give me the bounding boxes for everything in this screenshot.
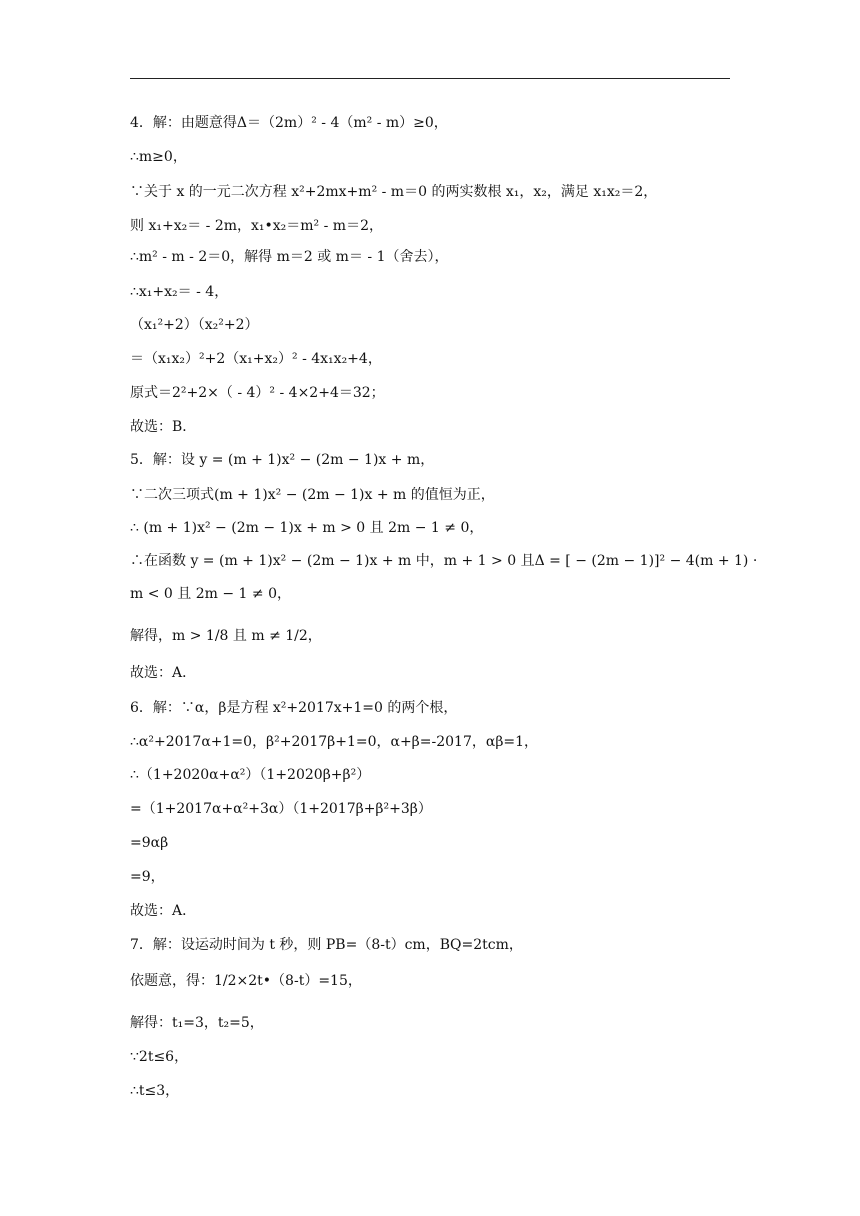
solution-line: 7．解：设运动时间为 t 秒，则 PB=（8-t）cm，BQ=2tcm， — [130, 937, 523, 953]
solution-line: 原式＝2²+2×（ - 4）² - 4×2+4＝32； — [130, 385, 385, 401]
solution-line: 4．解：由题意得Δ＝（2m）² - 4（m² - m）≥0， — [130, 115, 448, 131]
solution-line: ∴ (m + 1)x² − (2m − 1)x + m > 0 且 2m − 1 ≠ 0， — [130, 520, 484, 536]
solution-line: 故选：B． — [130, 419, 197, 435]
solution-line: 6．解：∵α，β是方程 x²+2017x+1=0 的两个根， — [130, 700, 458, 716]
solution-line: =（1+2017α+α²+3α）（1+2017β+β²+3β） — [130, 801, 432, 817]
solution-line: m < 0 且 2m − 1 ≠ 0， — [130, 586, 291, 602]
solution-line: 依题意，得：1/2×2t•（8-t）=15， — [130, 973, 362, 989]
header-rule — [130, 78, 730, 79]
solution-line: 解得，m > 1/8 且 m ≠ 1/2， — [130, 628, 322, 644]
solution-line: ∵2t≤6， — [130, 1049, 189, 1065]
solution-line: ∴在函数 y = (m + 1)x² − (2m − 1)x + m 中，m + 1 > 0 且Δ = [ − (2m − 1)]² − 4(m + 1) · — [130, 553, 758, 569]
solution-line: ∴（1+2020α+α²）（1+2020β+β²） — [130, 767, 371, 783]
solution-line: 则 x₁+x₂＝ - 2m，x₁•x₂＝m² - m＝2， — [130, 218, 383, 234]
solution-line: 故选：A． — [130, 665, 197, 681]
solution-line: （x₁²+2）（x₂²+2） — [130, 317, 259, 333]
solution-line: =9αβ — [130, 835, 169, 851]
solution-line: ∵二次三项式(m + 1)x² − (2m − 1)x + m 的值恒为正， — [130, 487, 495, 503]
solution-line: 5．解：设 y = (m + 1)x² − (2m − 1)x + m， — [130, 452, 435, 468]
solution-line: ∴α²+2017α+1=0，β²+2017β+1=0，α+β=-2017，αβ=1， — [130, 734, 539, 750]
solution-line: ∵关于 x 的一元二次方程 x²+2mx+m² - m＝0 的两实数根 x₁，x₂，满足 x₁x₂＝2， — [130, 184, 658, 200]
solution-line: ∴x₁+x₂＝ - 4， — [130, 284, 229, 300]
solution-line: =9， — [130, 869, 165, 885]
solution-line: ∴m≥0， — [130, 149, 187, 165]
solution-line: ＝（x₁x₂）²+2（x₁+x₂）² - 4x₁x₂+4， — [130, 351, 382, 367]
solution-line: 故选：A． — [130, 903, 197, 919]
solution-line: ∴t≤3， — [130, 1083, 180, 1099]
solution-line: 解得：t₁=3，t₂=5， — [130, 1015, 264, 1031]
solution-line: ∴m² - m - 2＝0，解得 m＝2 或 m＝ - 1（舍去）， — [130, 249, 449, 265]
